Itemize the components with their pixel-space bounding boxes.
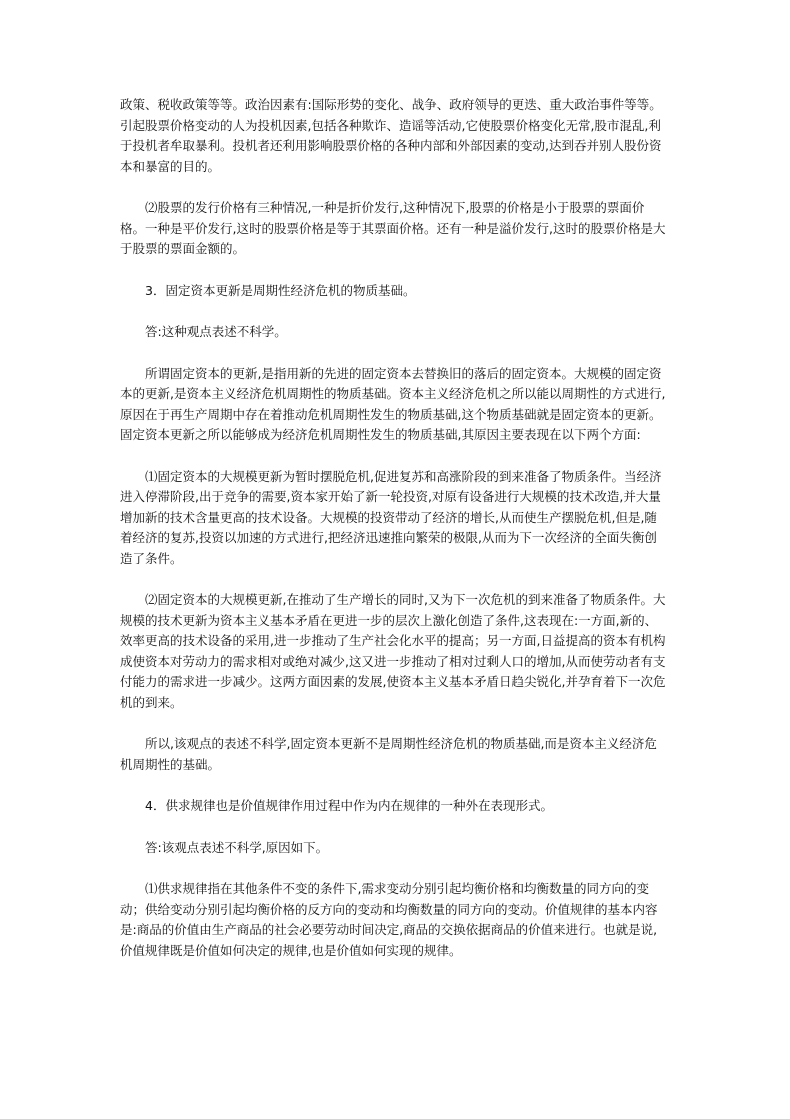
paragraph-stock-factors: 政策、税收政策等等。政治因素有:国际形势的变化、战争、政府领导的更迭、重大政治事件等等。引起股票价格变动的人为投机因素,包括各种欺诈、造谣等活动,它使股票价格变化无常,股市混乱,利于投机者牟取暴利。投机者还利用影响股票价格的各种内部和外部因素的变动,达到吞并别人股份资本和暴富的目的。 (120, 97, 662, 174)
document-body (120, 95, 668, 982)
paragraph-supply-demand-law: ⑴供求规律指在其他条件不变的条件下,需求变动分别引起均衡价格和均衡数量的同方向的变动；供给变动分别引起均衡价格的反方向的变动和均衡数量的同方向的变动。价值规律的基本内容是:商品的价值由生产商品的社会必要劳动时间决定,商品的交换依据商品的价值来进行。也就是说,价值规律既是价值如何决定的规律,也是价值如何实现的规律。 (120, 881, 658, 958)
paragraph-point-1: ⑴固定资本的大规模更新为暂时摆脱危机,促进复苏和高涨阶段的到来准备了物质条件。当经济进入停滞阶段,出于竞争的需要,资本家开始了新一轮投资,对原有设备进行大规模的技术改造,并大量增加新的技术含量更高的技术设备。大规模的投资带动了经济的增长,从而使生产摆脱危机,但是,随着经济的复苏,投资以加速的方式进行,把经济迅速推向繁荣的极限,从而为下一次经济的全面失衡创造了条件。 (120, 468, 662, 566)
answer-4-intro: 答:该观点表述不科学,原因如下。 (145, 839, 329, 855)
answer-3-intro: 答:这种观点表述不科学。 (145, 324, 287, 339)
question-4-heading: 4．供求规律也是价值规律作用过程中作为内在规律的一种外在表现形式。 (145, 798, 553, 813)
paragraph-issue-price: ⑵股票的发行价格有三种情况,一种是折价发行,这种情况下,股票的价格是小于股票的票面价格。一种是平价发行,这时的股票价格是等于其票面价格。还有一种是溢价发行,这时的股票价格是大于股票的票面金额的。 (120, 200, 666, 256)
paragraph-fixed-capital-renewal: 所谓固定资本的更新,是指用新的先进的固定资本去替换旧的落后的固定资本。大规模的固定资本的更新,是资本主义经济危机周期性的物质基础。资本主义经济危机之所以能以周期性的方式进行,原因在于再生产周期中存在着推动危机周期性发生的物质基础,这个物质基础就是固定资本的更新。固定资本更新之所以能够成为经济危机周期性发生的物质基础,其原因主要表现在以下两个方面: (120, 365, 666, 442)
question-3-heading: 3．固定资本更新是周期性经济危机的物质基础。 (145, 282, 416, 298)
paragraph-conclusion-3: 所以,该观点的表述不科学,固定资本更新不是周期性经济危机的物质基础,而是资本主义经济危机周期性的基础。 (120, 736, 657, 772)
paragraph-point-2: ⑵固定资本的大规模更新,在推动了生产增长的同时,又为下一次危机的到来准备了物质条件。大规模的技术更新为资本主义基本矛盾在更进一步的层次上激化创造了条件,这表现在:一方面,新的、效率更高的技术设备的采用,进一步推动了生产社会化水平的提高；另一方面,日益提高的资本有机构成使资本对劳动力的需求相对或绝对减少,这又进一步推动了相对过剩人口的增加,从而使劳动者有支付能力的需求进一步减少。这两方面因素的发展,使资本主义基本矛盾日趋尖锐化,并孕育着下一次危机的到来。 (120, 592, 666, 710)
